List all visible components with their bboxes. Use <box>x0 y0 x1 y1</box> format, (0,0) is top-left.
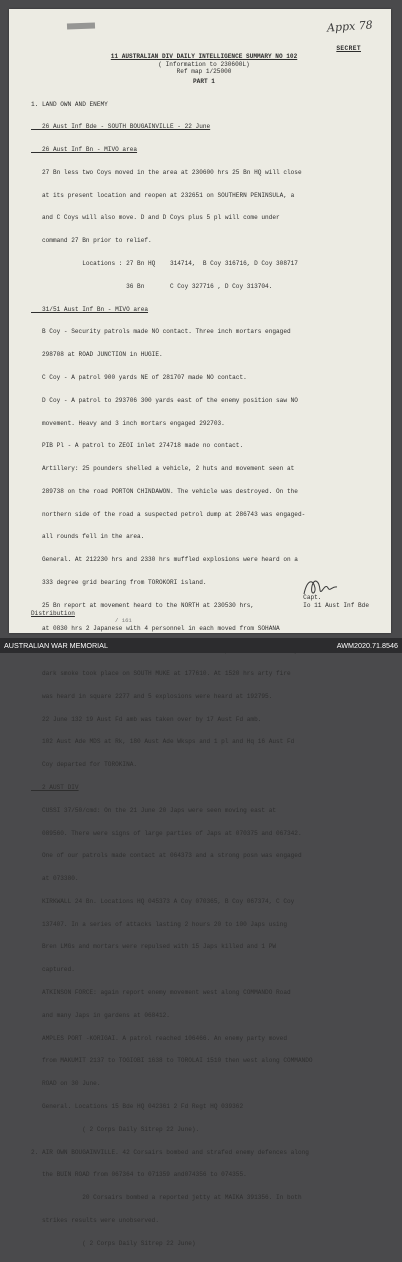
text-line: at 0830 hrs 2 Japanese with 4 personnel in each moved from SOHANA <box>31 624 280 632</box>
body-lines <box>31 85 377 1262</box>
text-line: 26 Aust Inf Bde - SOUTH BOUGAINVILLE - 22 June <box>31 123 211 131</box>
text-line: from MAKUMIT 2137 to TOGIOBI 1638 to TOROLAI 1510 then west along COMMANDO <box>31 1057 313 1065</box>
text-line: 22 June 132 19 Aust Fd amb was taken over by 17 Aust Fd amb. <box>31 715 262 723</box>
text-line: strikes results were unobserved. <box>31 1216 159 1224</box>
text-line: 36 Bn C Coy 327716 , D Coy 313704. <box>31 282 273 290</box>
text-line: 289738 on the road PORTON CHINDAWON. The vehicle was destroyed. On the <box>31 487 298 495</box>
text-line: General. Locations 15 Bde HQ 042361 2 Fd Regt HQ 039362 <box>31 1102 244 1110</box>
text-line: and C Coys will also move. D and D Coys plus 5 pl will come under <box>31 214 280 222</box>
text-line: northern side of the road a suspected petrol dump at 286743 was engaged- <box>31 510 306 518</box>
text-line: 31/51 Aust Inf Bn - MIVO area <box>31 305 149 313</box>
text-line: 102 Aust Ade MDS at Rk, 180 Aust Ade Wksps and 1 pl and Hq 16 Aust Fd <box>31 738 295 746</box>
map-reference: Ref map 1/25000 <box>176 68 232 76</box>
text-line: ROAD on 30 June. <box>31 1080 101 1088</box>
document-subtitle: ( Information to 230600L) <box>158 60 250 68</box>
distribution-label: Distribution <box>31 610 75 617</box>
document-title: 11 AUSTRALIAN DIV DAILY INTELLIGENCE SUMMARY NO 102 <box>110 53 298 60</box>
text-line: Artillery: 25 pounders shelled a vehicle, 2 huts and movement seen at <box>31 465 295 473</box>
text-line: Locations : 27 Bn HQ 314714, B Coy 316716, D Coy 308717 <box>31 260 298 268</box>
classification-label: SECRET <box>336 45 361 52</box>
text-line: dark smoke took place on SOUTH MUKE at 177610. At 1520 hrs arty fire <box>31 670 291 678</box>
text-line: was heard in square 2277 and 5 explosions were heard at 192795. <box>31 692 273 700</box>
text-line: 1. LAND OWN AND ENEMY <box>31 100 108 108</box>
archive-record-id: AWM2020.71.8546 <box>336 641 398 650</box>
text-line: 27 Bn less two Coys moved in the area at 230600 hrs 25 Bn HQ will close <box>31 168 302 176</box>
staple-tape <box>67 23 95 30</box>
text-line: AMPLES PORT -KORIGAI. A patrol reached 106466. An enemy party moved <box>31 1034 287 1042</box>
text-line: PIB Pl - A patrol to ZEOI inlet 274718 made no contact. <box>31 442 244 450</box>
text-line: captured. <box>31 966 75 974</box>
text-line: D Coy - A patrol to 293706 300 yards east of the enemy position saw NO <box>31 396 298 404</box>
text-line: 25 Bn report at movement heard to the NORTH at 230530 hrs, <box>31 601 255 609</box>
text-line: 333 degree grid bearing from TOROKORI island. <box>31 578 207 586</box>
text-line: ATKINSON FORCE: again report enemy movement west along COMMANDO Road <box>31 989 291 997</box>
handwritten-reference: Appx 78 <box>326 18 374 35</box>
text-line: 089560. There were signs of large parties of Japs at 070375 and 067342. <box>31 829 302 837</box>
text-line: 26 Aust Inf Bn - MIVO area <box>31 146 138 154</box>
text-line: Coy departed for TOROKINA. <box>31 761 138 769</box>
signature-rank: Capt. <box>303 594 322 601</box>
archive-caption-bar <box>0 638 402 653</box>
page-mark: / 161 <box>115 617 132 624</box>
text-line: ( 2 Corps Daily Sitrep 22 June). <box>31 1125 200 1133</box>
text-line: 137407. In a series of attacks lasting 2 hours 20 to 100 Japs using <box>31 920 287 928</box>
text-line: at 073380. <box>31 875 79 883</box>
text-line: the BUIN ROAD from 067364 to 071359 and074356 to 074355. <box>31 1171 247 1179</box>
document-body <box>31 53 377 1262</box>
archive-name: AUSTRALIAN WAR MEMORIAL <box>4 641 108 650</box>
text-line: at its present location and reopen at 232651 on SOUTHERN PENINSULA, a <box>31 191 295 199</box>
text-line: Bren LMGs and mortars were repulsed with 15 Japs killed and 1 PW <box>31 943 277 951</box>
text-line: CUSSI 37/50/cmd: On the 21 June 20 Japs were seen moving east at <box>31 806 277 814</box>
text-line: 20 Corsairs bombed a reported jetty at MAIKA 391356. In both <box>31 1194 302 1202</box>
text-line: One of our patrols made contact at 064373 and a strong posn was engaged <box>31 852 302 860</box>
text-line: C Coy - A patrol 900 yards NE of 281707 made NO contact. <box>31 373 247 381</box>
text-line: KIRKWALL 24 Bn. Locations HQ 045373 A Coy 070365, B Coy 067374, C Coy <box>31 897 295 905</box>
text-line: 2 AUST DIV <box>31 784 79 791</box>
text-line: movement. Heavy and 3 inch mortars engaged 292703. <box>31 419 225 427</box>
part-heading: PART 1 <box>193 77 215 85</box>
text-line: 298708 at ROAD JUNCTION in HUGIE. <box>31 351 163 359</box>
text-line: command 27 Bn prior to relief. <box>31 237 152 245</box>
signature-block <box>303 594 369 609</box>
text-line: ( 2 Corps Daily Sitrep 22 June) <box>31 1239 196 1247</box>
text-line: 2. AIR OWN BOUGAINVILLE. 42 Corsairs bombed and strafed enemy defences along <box>31 1148 309 1156</box>
text-line: all rounds fell in the area. <box>31 533 145 541</box>
signature-unit: Io 11 Aust Inf Bde <box>303 601 369 609</box>
text-line: and many Japs in gardens at 068412. <box>31 1011 170 1019</box>
text-line: B Coy - Security patrols made NO contact. Three inch mortars engaged <box>31 328 291 336</box>
text-line: General. At 212230 hrs and 2330 hrs muffled explosions were heard on a <box>31 556 298 564</box>
